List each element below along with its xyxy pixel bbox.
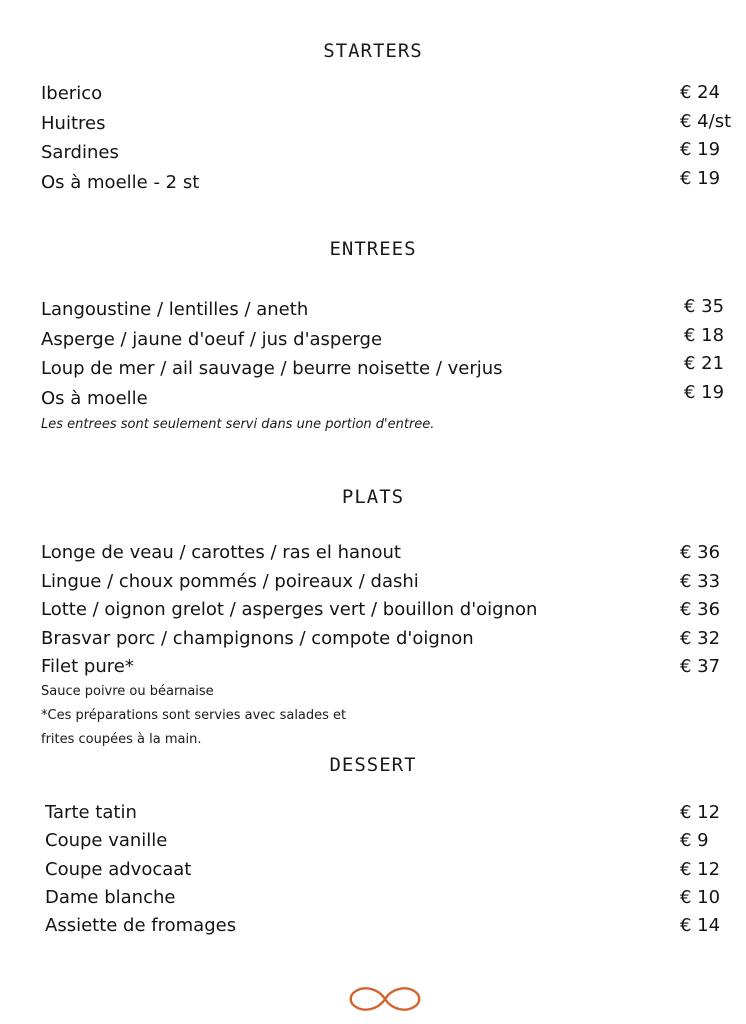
- entree-item-price: € 21: [684, 353, 725, 374]
- plat-item-name: Filet pure*: [41, 656, 134, 677]
- plat-item-price: € 33: [680, 571, 721, 592]
- plat-item-name: Longe de veau / carottes / ras el hanout: [41, 542, 401, 563]
- entree-item-price: € 18: [684, 325, 725, 346]
- dessert-item-price: € 12: [680, 859, 721, 880]
- dessert-item-name: Assiette de fromages: [45, 915, 237, 936]
- dessert-item-price: € 14: [680, 915, 721, 936]
- dessert-item-name: Dame blanche: [45, 887, 176, 908]
- entrees-note: Les entrees sont seulement servi dans une portion d'entree.: [41, 417, 435, 432]
- starter-item-price: € 4/st: [680, 111, 732, 132]
- plats-heading: PLATS: [341, 486, 405, 508]
- dessert-item-price: € 9: [680, 830, 709, 851]
- plats-note: *Ces préparations sont servies avec salades et: [41, 708, 347, 723]
- plat-item-price: € 37: [680, 656, 721, 677]
- plat-item-name: Lotte / oignon grelot / asperges vert / bouillon d'oignon: [41, 599, 538, 620]
- starter-item-price: € 19: [680, 168, 721, 189]
- plat-item-price: € 32: [680, 628, 721, 649]
- dessert-item-name: Coupe advocaat: [45, 859, 192, 880]
- entrees-heading: ENTREES: [329, 238, 417, 260]
- infinity-icon: [346, 982, 424, 1016]
- starter-item-name: Sardines: [41, 142, 119, 163]
- starter-item-name: Os à moelle - 2 st: [41, 172, 200, 193]
- plats-note: frites coupées à la main.: [41, 732, 202, 747]
- starters-heading: STARTERS: [323, 40, 423, 62]
- starter-item-price: € 19: [680, 139, 721, 160]
- entree-item-price: € 19: [684, 382, 725, 403]
- entree-item-name: Loup de mer / ail sauvage / beurre noisette / verjus: [41, 358, 503, 379]
- entree-item-price: € 35: [684, 296, 725, 317]
- starter-item-price: € 24: [680, 82, 721, 103]
- plat-item-name: Brasvar porc / champignons / compote d'oignon: [41, 628, 474, 649]
- plat-item-name: Lingue / choux pommés / poireaux / dashi: [41, 571, 419, 592]
- entree-item-name: Os à moelle: [41, 388, 148, 409]
- starter-item-name: Iberico: [41, 83, 103, 104]
- entree-item-name: Asperge / jaune d'oeuf / jus d'asperge: [41, 329, 383, 350]
- dessert-item-name: Tarte tatin: [45, 802, 137, 823]
- dessert-item-price: € 12: [680, 802, 721, 823]
- dessert-item-price: € 10: [680, 887, 721, 908]
- starter-item-name: Huitres: [41, 113, 106, 134]
- entree-item-name: Langoustine / lentilles / aneth: [41, 299, 309, 320]
- dessert-item-name: Coupe vanille: [45, 830, 168, 851]
- plat-item-price: € 36: [680, 599, 721, 620]
- plat-item-price: € 36: [680, 542, 721, 563]
- dessert-heading: DESSERT: [329, 754, 417, 776]
- plats-note: Sauce poivre ou béarnaise: [41, 684, 214, 699]
